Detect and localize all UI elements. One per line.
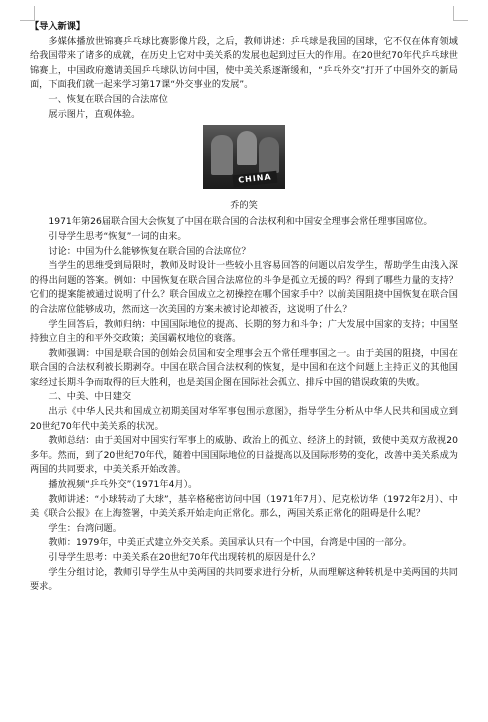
lesson-body [30,215,458,594]
paragraph: 引导学生思考“恢复”一词的由来。 [48,230,187,242]
paragraph: 播放视频“乒乓外交”（1971年4月）。 [48,479,198,491]
paragraph: 1971年第26届联合国大会恢复了中国在联合国的合法权利和中国安全理事会常任理事国席位。 [48,216,433,228]
section-heading: 【导入新课】 [30,21,86,32]
paragraph: 学生分组讨论，教师引导学生从中美两国的共同要求进行分析，从而理解这种转机是中美两国的共同要求。 [30,566,458,593]
paragraph: 二、中美、中日建交 [48,391,132,403]
paragraph: 展示图片，直观体验。 [48,108,141,120]
paragraph: 教师总结：由于美国对中国实行军事上的威胁、政治上的孤立、经济上的封锁，致使中美双方敌视20多年。然而，到了20世纪70年代，随着中国国际地位的日益提高以及国际形势的变化，改善中美关系成为两国的共同要求，中美关系开始改善。 [30,435,458,476]
photo-person [211,135,233,175]
figure-caption: 乔的笑 [230,199,258,211]
photo-person [237,131,257,165]
page-corner-mark-left [20,6,35,21]
paragraph: 学生回答后，教师归纳：中国国际地位的提高、长期的努力和斗争；广大发展中国家的支持；中国坚持独立自主的和平外交政策；美国霸权地位的衰落。 [30,318,458,345]
paragraph: 一、恢复在联合国的合法席位 [48,93,168,105]
intro-section [30,20,458,122]
delegation-photo [203,125,285,189]
paragraph: 引导学生思考：中美关系在20世纪70年代出现转机的原因是什么？ [48,552,320,563]
paragraph: 学生：台湾问题。 [48,522,122,534]
paragraph: 讨论：中国为什么能够恢复在联合国的合法席位？ [48,245,251,257]
photo-person [259,137,279,173]
paragraph: 教师讲述：“小球转动了大球”，基辛格秘密访问中国（1971年7月）、尼克松访华（1972年2月）、中美《联合公报》在上海签署，中美关系开始走向正常化。那么，两国关系正常化的阻碍是什么呢？ [30,493,458,520]
paragraph: 当学生的思维受到局限时，教师及时设计一些较小且容易回答的问题以启发学生，帮助学生由浅入深的得出问题的答案。例如：中国恢复在联合国合法席位的斗争是孤立无援的吗？得到了哪些力量的支持？它们的提案能被通过说明了什么？联合国成立之初操控在哪个国家手中？以前美国阻挠中国恢复在联合国的合法席位能够成功，然而这一次美国的方案未被讨论却被否，这说明了什么？ [30,260,458,315]
paragraph: 教师强调：中国是联合国的创始会员国和安全理事会五个常任理事国之一。由于美国的阻挠，中国在联合国的合法权利被长期剥夺。中国在联合国合法权利的恢复，是中国和在这个问题上主持正义的其他国家经过长期斗争而取得的巨大胜利，也是美国企图在国际社会孤立、排斥中国的错误政策的失败。 [30,347,458,388]
china-nameplate: CHINA [232,171,277,188]
page-corner-mark-right [453,6,468,21]
figure [30,125,458,195]
paragraph: 教师：1979年，中美正式建立外交关系。美国承认只有一个中国，台湾是中国的一部分。 [48,537,412,549]
document-page [30,20,458,595]
paragraph: 多媒体播放世锦赛乒乓球比赛影像片段，之后，教师讲述：乒乓球是我国的国球，它不仅在体育领域给我国带来了诸多的成就，在历史上它对中美关系的发展也起到过巨大的作用。在20世纪70年代乒乓球世锦赛上，中国政府邀请美国乒乓球队访问中国，使中美关系逐渐缓和，“乒乓外交”打开了中国外交的新局面，下面我们就一起来学习第17课“外交事业的发展”。 [30,35,458,91]
paragraph: 出示《中华人民共和国成立初期美国对华军事包围示意图》，指导学生分析从中华人民共和国成立到20世纪70年代中美关系的状况。 [30,406,458,432]
